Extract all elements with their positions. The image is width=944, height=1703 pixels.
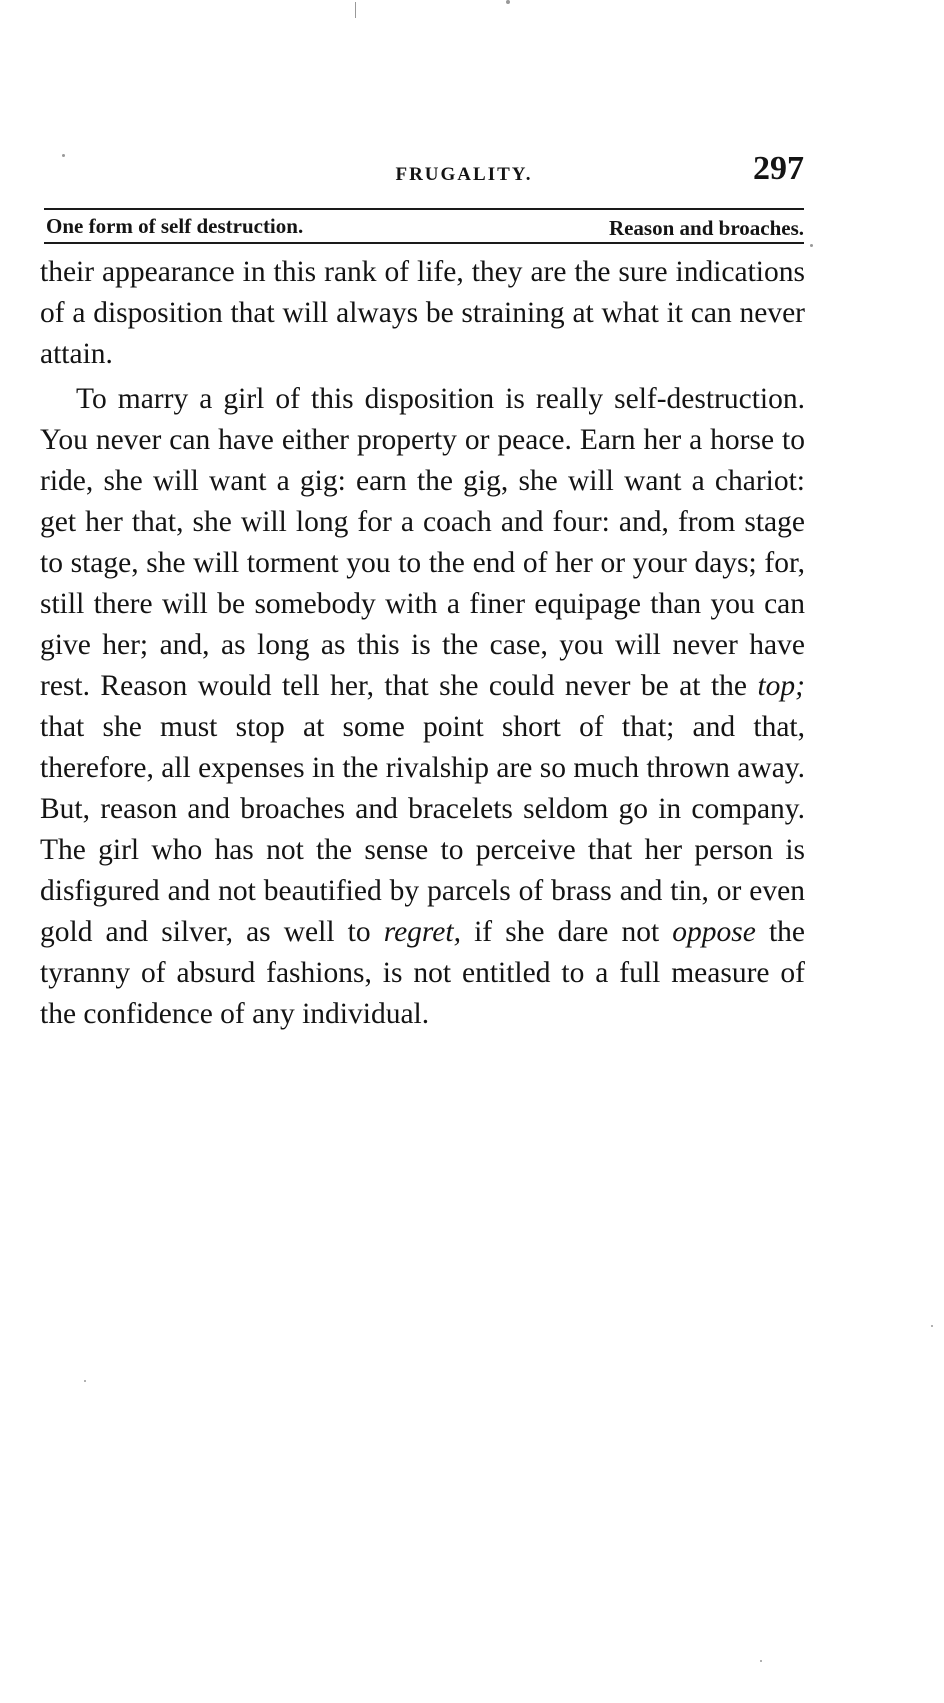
paper-speck (355, 2, 356, 18)
paper-speck (760, 1660, 762, 1662)
italic-top: top; (757, 670, 806, 702)
paragraph-2 (40, 379, 805, 1035)
paragraph-1: their appearance in this rank of life, they are the sure indications of a disposition that will always be straining at what it can never attain. (40, 256, 805, 370)
paper-speck (62, 154, 65, 157)
paper-speck (84, 1380, 86, 1382)
paper-speck (931, 1325, 933, 1327)
paragraph-2-segment-2: that she must stop at some point short of that; and that, therefore, all expenses in the rivalship are so much thrown away. But, reason and broaches and bracelets seldom go in company. The girl who has not the sense to perceive that her person is disfigured and not beautified by parcels of brass and tin, or even gold and silver, as well to (40, 711, 805, 948)
paper-speck (810, 244, 813, 247)
subhead-right: Reason and broaches. (608, 216, 804, 240)
paragraph-2-segment-4: the tyranny of absurd fashions, is not entitled to a full measure of the confidence of any individual. (40, 916, 806, 1030)
paper-speck (506, 0, 510, 4)
page-number: 297 (753, 150, 804, 187)
italic-regret: regret, (383, 916, 461, 948)
paragraph-2-segment-1: To marry a girl of this disposition is really self-destruction. You never can have either property or peace. Earn her a horse to ride, she will want a gig: earn the gig, she will want a chariot: get her that, she will long for a coach and four: and, from stage to stage, she will torment you to the end of her or your days; for, still there will be somebody with a finer equipage than you can give her; and, as long as this is the case, you will never have rest. Reason would tell her, that she could never be at the (40, 383, 805, 702)
paragraph-2-segment-3: if she dare not (474, 916, 660, 948)
running-title: FRUGALITY. (395, 164, 533, 185)
body-text (40, 252, 805, 1039)
running-head (44, 150, 804, 200)
italic-oppose: oppose (672, 916, 756, 948)
subhead-left: One form of self destruction. (46, 214, 304, 238)
section-subhead (44, 208, 804, 244)
